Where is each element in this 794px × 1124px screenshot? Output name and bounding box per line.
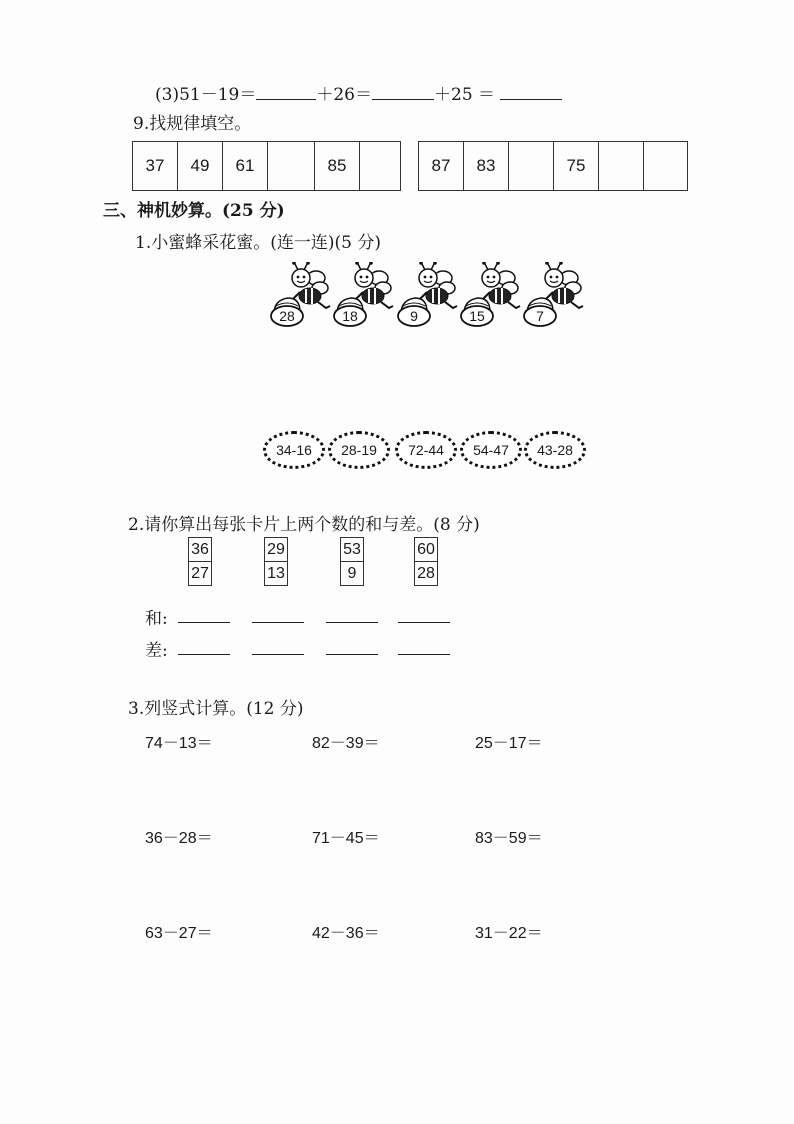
calc-expression: 74－13＝ (145, 735, 213, 752)
card-top-number: 60 (415, 538, 437, 562)
diff-blank-1[interactable] (178, 654, 230, 655)
sum-blank-3[interactable] (326, 622, 378, 623)
flower-expression[interactable]: 43-28 (524, 431, 586, 469)
bee-with-pot[interactable] (523, 262, 585, 328)
q8-3-prefix: (3)51－19＝ (155, 85, 257, 105)
calc-expression: 63－27＝ (145, 925, 213, 942)
seq1-cell: 61 (223, 142, 268, 190)
calc-expression: 36－28＝ (145, 830, 213, 847)
calc-expression: 31－22＝ (475, 925, 543, 942)
q8-3-blank-2[interactable] (372, 81, 434, 100)
flower-expression[interactable]: 72-44 (395, 431, 457, 469)
seq1-cell-blank[interactable] (360, 142, 400, 190)
q8-3-mid-2: ＋25 ＝ (434, 85, 496, 105)
sum-label: 和: (145, 609, 168, 629)
calc-expression: 83－59＝ (475, 830, 543, 847)
seq2-cell: 83 (464, 142, 509, 190)
bee-with-pot[interactable] (397, 262, 459, 328)
card-bottom-number: 28 (417, 565, 435, 582)
q8-3-blank-1[interactable] (256, 81, 316, 100)
card-bottom-number: 27 (191, 565, 209, 582)
diff-blank-3[interactable] (326, 654, 378, 655)
q1-title: 1.小蜜蜂采花蜜。(连一连)(5 分) (135, 233, 381, 253)
q9-title: 9.找规律填空。 (133, 114, 252, 134)
seq2-cell-blank[interactable] (509, 142, 554, 190)
seq2-cell-blank[interactable] (644, 142, 687, 190)
q2-title: 2.请你算出每张卡片上两个数的和与差。(8 分) (128, 515, 480, 535)
seq1-cell: 37 (133, 142, 178, 190)
sum-blank-2[interactable] (252, 622, 304, 623)
number-card-2 (264, 537, 288, 586)
bee-with-pot[interactable] (460, 262, 522, 328)
calc-expression: 25－17＝ (475, 735, 543, 752)
section-3-title: 三、神机妙算。(25 分) (103, 201, 285, 221)
pot-number: 9 (410, 308, 418, 324)
seq2-cell: 75 (554, 142, 599, 190)
calc-expression: 42－36＝ (312, 925, 380, 942)
flower-expression[interactable]: 28-19 (328, 431, 390, 469)
q3-title: 3.列竖式计算。(12 分) (128, 699, 304, 719)
calc-expression: 82－39＝ (312, 735, 380, 752)
sum-blank-4[interactable] (398, 622, 450, 623)
number-card-3 (340, 537, 364, 586)
flower-expression[interactable]: 54-47 (460, 431, 522, 469)
q8-3-line (155, 80, 562, 105)
sequence-box-2 (418, 141, 688, 191)
card-top-number: 29 (265, 538, 287, 562)
card-top-number: 36 (189, 538, 211, 562)
pot-number: 18 (342, 308, 358, 324)
diff-blank-4[interactable] (398, 654, 450, 655)
diff-blank-2[interactable] (252, 654, 304, 655)
seq1-cell: 49 (178, 142, 223, 190)
seq2-cell-blank[interactable] (599, 142, 644, 190)
bee-with-pot[interactable] (270, 262, 332, 328)
pot-number: 7 (536, 308, 544, 324)
number-card-4 (414, 537, 438, 586)
card-bottom-number: 9 (347, 565, 357, 582)
q8-3-blank-3[interactable] (500, 81, 562, 100)
pot-number: 15 (469, 308, 485, 324)
diff-label: 差: (145, 641, 168, 661)
number-card-1 (188, 537, 212, 586)
pot-number: 28 (279, 308, 295, 324)
calc-expression: 71－45＝ (312, 830, 380, 847)
card-bottom-number: 13 (267, 565, 285, 582)
flower-expression[interactable]: 34-16 (263, 431, 325, 469)
bee-with-pot[interactable] (333, 262, 395, 328)
sequence-box-1 (132, 141, 401, 191)
seq1-cell: 85 (315, 142, 360, 190)
seq1-cell-blank[interactable] (268, 142, 315, 190)
card-top-number: 53 (341, 538, 363, 562)
sum-blank-1[interactable] (178, 622, 230, 623)
q8-3-mid-1: ＋26＝ (316, 85, 372, 105)
seq2-cell: 87 (419, 142, 464, 190)
